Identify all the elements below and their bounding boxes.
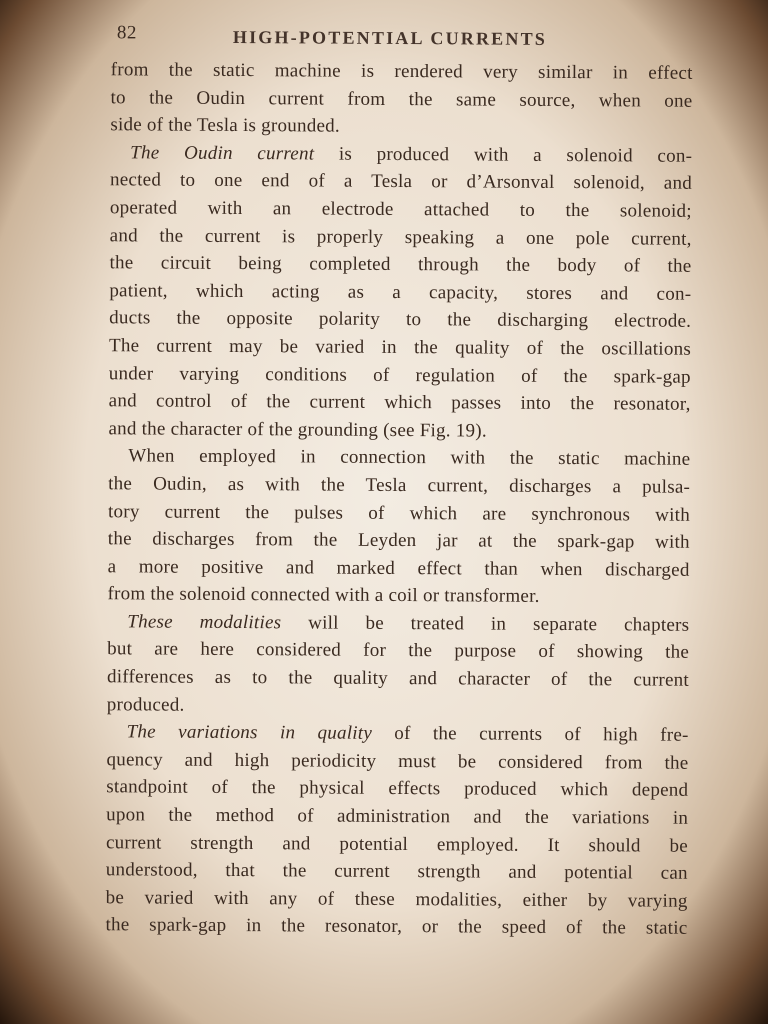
text-line: the Oudin, as with the Tesla current, discharges a pulsa- bbox=[108, 473, 691, 498]
text-line: ducts the opposite polarity to the discharging electrode. bbox=[109, 307, 692, 333]
text-line: and the character of the grounding (see Fig. 19). bbox=[108, 417, 487, 442]
text-line: from the solenoid connected with a coil or transformer. bbox=[107, 583, 540, 608]
text-line: differences as to the quality and character of the current bbox=[106, 666, 690, 691]
text-line: a more positive and marked effect than when discharged bbox=[107, 555, 690, 581]
text-line: to the Oudin current from the same source, when one bbox=[110, 86, 693, 112]
text-line: When employed in connection with the static machine bbox=[128, 445, 691, 471]
book-page bbox=[105, 20, 693, 1004]
paragraph-1 bbox=[110, 56, 692, 142]
text-line: operated with an electrode attached to the solenoid; bbox=[109, 197, 692, 222]
paragraph-4 bbox=[107, 608, 690, 722]
text-line: side of the Tesla is grounded. bbox=[110, 114, 340, 137]
running-head bbox=[111, 20, 693, 60]
text-line bbox=[107, 608, 689, 639]
line-text: of the currents of high fre- bbox=[371, 723, 689, 747]
paragraph-3 bbox=[107, 443, 690, 612]
text-line: but are here considered for the purpose of showing the bbox=[107, 638, 690, 664]
paragraph-2 bbox=[108, 139, 692, 446]
text-line: standpoint of the physical effects produced which depend bbox=[106, 776, 689, 802]
text-line: the circuit being completed through the body of the bbox=[109, 252, 692, 277]
text-line: be varied with any of these modalities, either by varying bbox=[105, 887, 688, 912]
text-line: the discharges from the Leyden jar at the spark-gap with bbox=[107, 528, 690, 553]
text-line: tory current the pulses of which are synchronous with bbox=[107, 500, 691, 526]
italic-phrase: The Oudin current bbox=[130, 142, 315, 165]
text-line: produced. bbox=[106, 693, 185, 716]
text-line: the spark-gap in the resonator, or the speed of the static bbox=[105, 914, 688, 940]
page-number: 82 bbox=[116, 22, 137, 44]
text-line: The current may be varied in the quality of the oscillations bbox=[108, 335, 692, 360]
italic-phrase: These modalities bbox=[127, 611, 282, 634]
text-line: under varying conditions of regulation of the spark-gap bbox=[108, 362, 691, 388]
text-line: quency and high periodicity must be considered from the bbox=[106, 749, 689, 774]
text-line: upon the method of administration and the variations in bbox=[106, 804, 689, 829]
text-line: patient, which acting as a capacity, stores and con- bbox=[109, 279, 692, 305]
italic-phrase: The variations in quality bbox=[126, 721, 373, 745]
text-line: current strength and potential employed. It should be bbox=[105, 831, 689, 857]
running-title: HIGH-POTENTIAL CURRENTS bbox=[232, 26, 548, 49]
paragraph-5 bbox=[105, 718, 688, 942]
line-text: is produced with a solenoid con- bbox=[314, 143, 693, 167]
text-line bbox=[110, 139, 692, 170]
line-text: will be treated in separate chapters bbox=[281, 612, 690, 636]
text-line: from the static machine is rendered very similar in effect bbox=[110, 59, 693, 84]
text-line: and control of the current which passes into the resonator, bbox=[108, 390, 691, 415]
text-line bbox=[107, 718, 689, 749]
text-line: nected to one end of a Tesla or d’Arsonval solenoid, and bbox=[109, 169, 693, 195]
text-line: understood, that the current strength and potential can bbox=[105, 859, 688, 884]
text-line: and the current is properly speaking a one pole current, bbox=[109, 224, 692, 250]
